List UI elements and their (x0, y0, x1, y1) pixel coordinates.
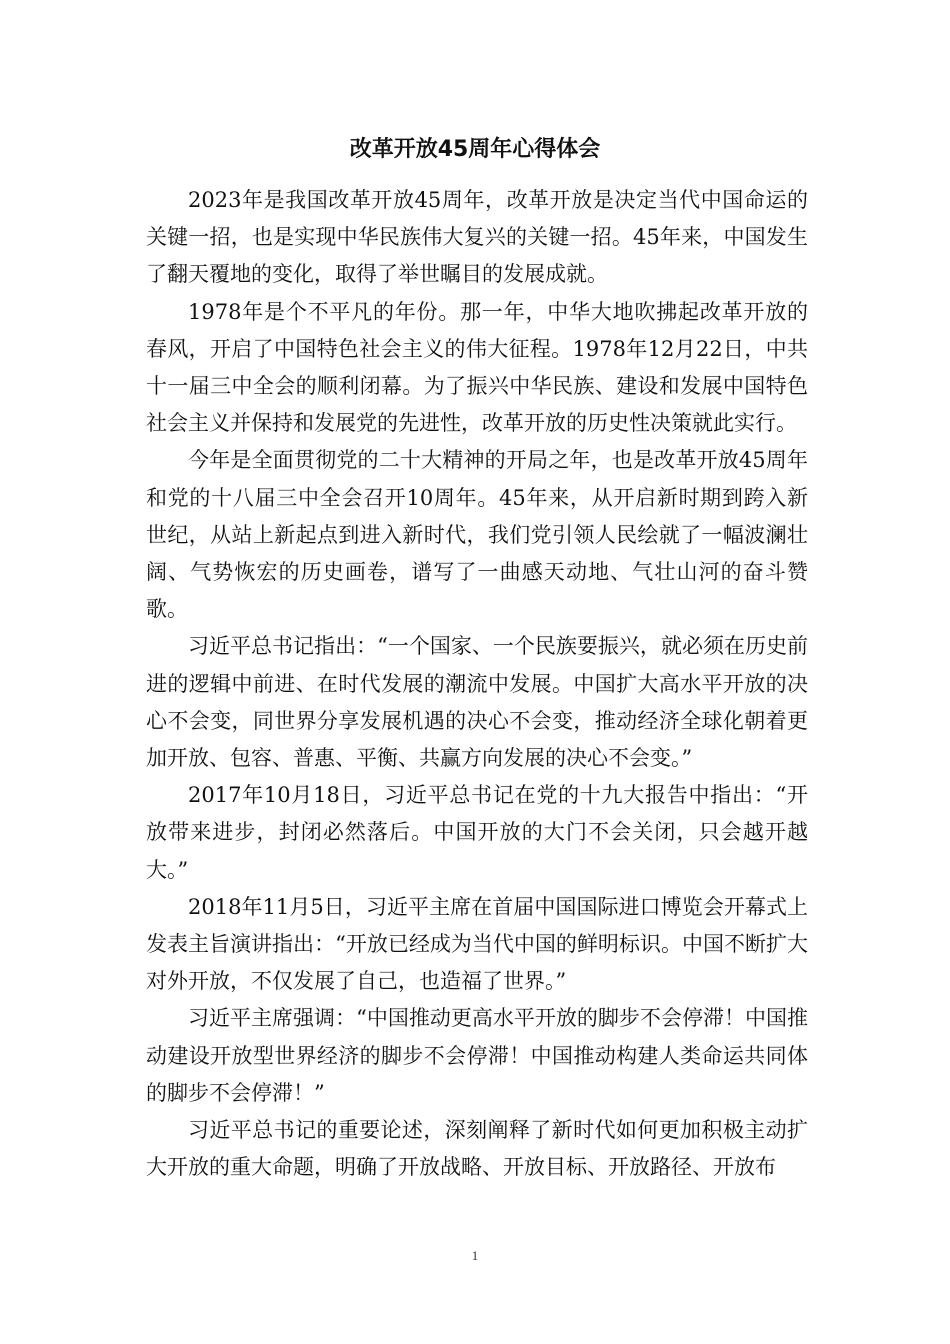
paragraph-6: 2018年11月5日，习近平主席在首届中国国际进口博览会开幕式上发表主旨演讲指出：“开放已经成为当代中国的鲜明标识。中国不断扩大对外开放，不仅发展了自己，也造福了世界。” (146, 894, 808, 994)
page-number: 1 (471, 1248, 479, 1263)
document-body (146, 182, 808, 1186)
paragraph-8: 习近平总书记的重要论述，深刻阐释了新时代如何更加积极主动扩大开放的重大命题，明确了开放战略、开放目标、开放路径、开放布 (146, 1118, 808, 1180)
paragraph-4: 习近平总书记指出：“一个国家、一个民族要振兴，就必须在历史前进的逻辑中前进、在时代发展的潮流中发展。中国扩大高水平开放的决心不会变，同世界分享发展机遇的决心不会变，推动经济全球化朝着更加开放、包容、普惠、平衡、共赢方向发展的决心不会变。” (146, 634, 808, 771)
paragraph-2: 1978年是个不平凡的年份。那一年，中华大地吹拂起改革开放的春风，开启了中国特色社会主义的伟大征程。1978年12月22日，中共十一届三中全会的顺利闭幕。为了振兴中华民族、建设和发展中国特色社会主义并保持和发展党的先进性，改革开放的历史性决策就此实行。 (146, 299, 808, 436)
paragraph-1: 2023年是我国改革开放45周年，改革开放是决定当代中国命运的关键一招，也是实现中华民族伟大复兴的关键一招。45年来，中国发生了翻天覆地的变化，取得了举世瞩目的发展成就。 (146, 188, 808, 287)
paragraph-3: 今年是全面贯彻党的二十大精神的开局之年，也是改革开放45周年和党的十八届三中全会召开10周年。45年来，从开启新时期到跨入新世纪，从站上新起点到进入新时代，我们党引领人民绘就了一幅波澜壮阔、气势恢宏的历史画卷，谱写了一曲感天动地、气壮山河的奋斗赞歌。 (146, 448, 808, 622)
paragraph-7: 习近平主席强调：“中国推动更高水平开放的脚步不会停滞！中国推动建设开放型世界经济的脚步不会停滞！中国推动构建人类命运共同体的脚步不会停滞！” (146, 1006, 808, 1105)
document-title: 改革开放45周年心得体会 (349, 137, 601, 162)
paragraph-5: 2017年10月18日，习近平总书记在党的十九大报告中指出：“开放带来进步，封闭必然落后。中国开放的大门不会关闭，只会越开越大。” (146, 783, 808, 882)
